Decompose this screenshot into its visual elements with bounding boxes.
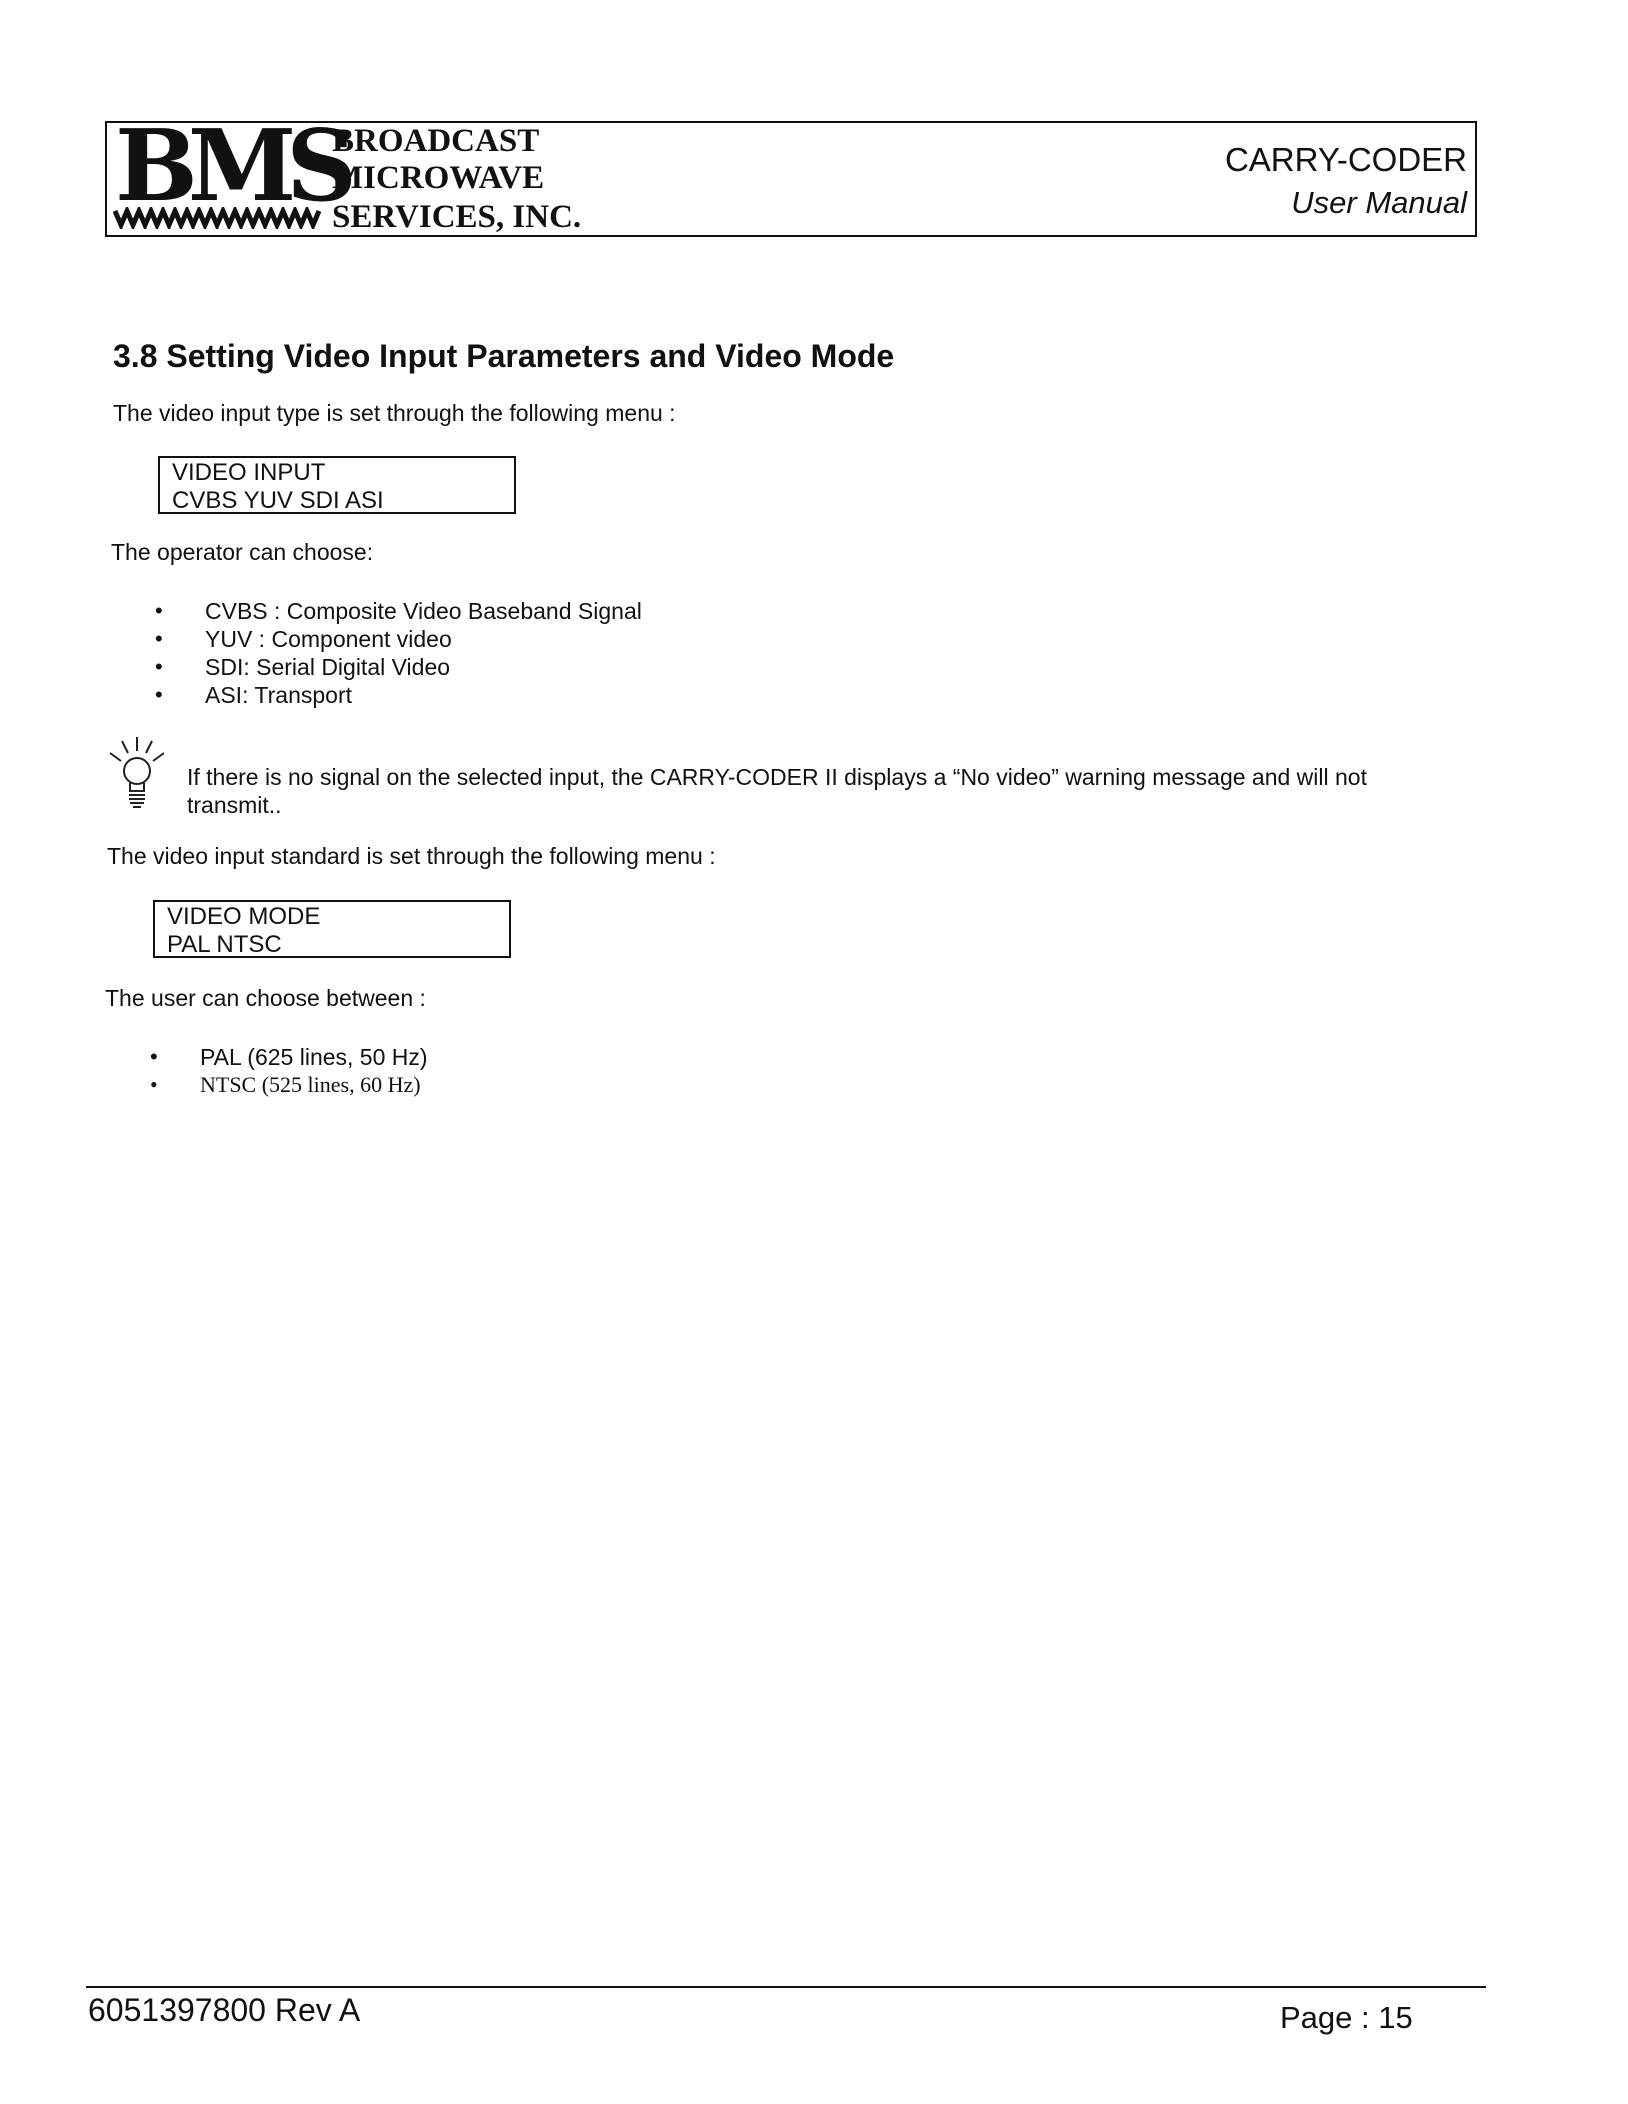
- company-name-line-1: BROADCAST: [332, 123, 540, 159]
- video-input-intro: The video input type is set through the following menu :: [113, 400, 676, 426]
- list-item: • NTSC (525 lines, 60 Hz): [150, 1071, 428, 1099]
- list-item: • ASI: Transport: [155, 681, 642, 709]
- video-input-menu-display: [158, 456, 516, 514]
- note-line-2: transmit..: [187, 792, 282, 818]
- footer-divider: [86, 1986, 1486, 1988]
- logo-mark: BMS: [115, 109, 348, 224]
- video-mode-menu-title: VIDEO MODE: [167, 903, 321, 930]
- video-input-menu-title: VIDEO INPUT: [172, 459, 326, 486]
- video-input-menu-options: CVBS YUV SDI ASI: [172, 487, 384, 514]
- section-heading: 3.8 Setting Video Input Parameters and Video Mode: [113, 338, 895, 374]
- wave-icon: [113, 207, 325, 229]
- video-mode-menu-options: PAL NTSC: [167, 931, 282, 958]
- video-mode-menu-display: [153, 900, 511, 958]
- note-line-1: If there is no signal on the selected input, the CARRY-CODER II displays a “No video” warning message and will not: [187, 764, 1367, 790]
- list-item: • PAL (625 lines, 50 Hz): [150, 1043, 428, 1071]
- list-item: • YUV : Component video: [155, 625, 642, 653]
- page-number: Page : 15: [1280, 2000, 1413, 2035]
- user-choose-text: The user can choose between :: [105, 985, 426, 1011]
- video-input-options-list: [155, 597, 642, 709]
- company-name-line-3: SERVICES, INC.: [332, 199, 582, 235]
- list-item: • SDI: Serial Digital Video: [155, 653, 642, 681]
- list-item: • CVBS : Composite Video Baseband Signal: [155, 597, 642, 625]
- company-name-line-2: MICROWAVE: [332, 160, 545, 196]
- video-mode-options-list: [150, 1043, 428, 1099]
- video-standard-intro: The video input standard is set through the following menu :: [107, 843, 716, 869]
- document-type: User Manual: [1291, 185, 1467, 220]
- page-header: [105, 109, 1477, 237]
- company-logo: [107, 109, 582, 235]
- operator-choose-text: The operator can choose:: [111, 539, 374, 565]
- no-signal-note: [187, 763, 1427, 819]
- product-title: CARRY-CODER: [1224, 141, 1467, 178]
- lightbulb-tip-icon: [106, 735, 168, 815]
- document-number: 6051397800 Rev A: [88, 1992, 361, 2028]
